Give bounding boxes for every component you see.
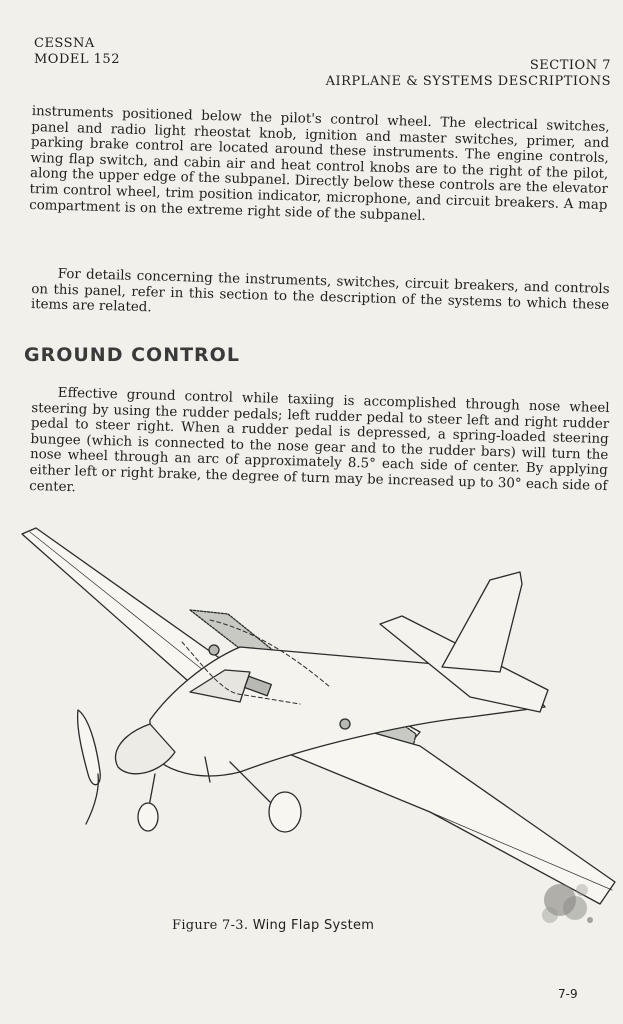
section-number: SECTION 7 <box>529 58 611 73</box>
header-right <box>326 58 611 90</box>
manufacturer: CESSNA <box>34 36 95 51</box>
paragraph-instruments: instruments positioned below the pilot's control wheel. The electrical switches, panel and radio light rheostat knob, ignition and master switches, primer, and parking brake control are located around these instruments. The engine controls, wing flap switch, and cabin air and heat control knobs are to the right of the pilot, along the upper edge of the subpanel. Directly below these controls are the elevator trim control wheel, trim position indicator, microphone, and circuit breakers. A map compartment is on the extreme right side of the subpanel. <box>28 104 610 224</box>
wing-flap-illustration <box>0 512 623 922</box>
figure-title: Wing Flap System <box>252 918 375 933</box>
figure-number: Figure 7-3. <box>172 918 249 933</box>
header-left <box>34 36 120 68</box>
page-number: 7-9 <box>558 987 578 1001</box>
model: MODEL 152 <box>34 52 120 67</box>
paragraph-ground-control: Effective ground control while taxiing is accomplished through nose wheel steering by using the rudder pedals; left rudder pedal to steer left and right rudder pedal to steer right. When a rudder pedal is depressed, a spring-loaded steering bungee (which is connected to the nose gear and to the rudder bars) will turn the nose wheel through an arc of approximately 8.5° each side of center. By applying either left or right brake, the degree of turn may be increased up to 30° each side of center. <box>28 385 610 495</box>
figure-caption <box>172 918 374 933</box>
section-name: AIRPLANE & SYSTEMS DESCRIPTIONS <box>325 74 611 89</box>
section-title: GROUND CONTROL <box>24 344 240 366</box>
paragraph-details: For details concerning the instruments, switches, circuit breakers, and controls on this panel, refer in this section to the description of the systems to which these items are related. <box>30 266 610 316</box>
